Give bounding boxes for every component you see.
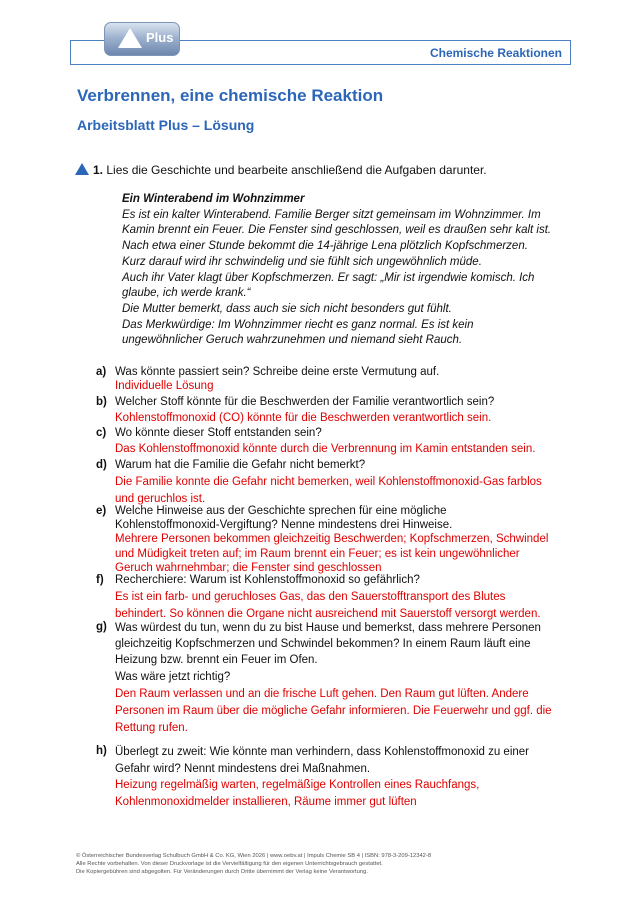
- triangle-logo-icon: [118, 28, 142, 48]
- question-label: f): [96, 574, 104, 586]
- task-instruction: [93, 163, 487, 177]
- question-label: a): [96, 366, 107, 378]
- question-text: gleichzeitig Kopfschmerzen und Schwindel bekommen? In einem Raum läuft eine: [115, 638, 531, 651]
- answer-text: behindert. So können die Organe nicht ausreichend mit Sauerstoff versorgt werden.: [115, 608, 541, 621]
- question-text: Gefahr wird? Nennt mindestens drei Maßnahmen.: [115, 762, 371, 775]
- plus-logo: [104, 22, 180, 56]
- story-title: Ein Winterabend im Wohnzimmer: [122, 193, 305, 205]
- answer-text: Es ist ein farb- und geruchloses Gas, das den Sauerstofftransport des Blutes: [115, 591, 506, 604]
- story-line: Kamin brennt ein Feuer. Die Fenster sind geschlossen, weil es draußen sehr kalt ist.: [122, 224, 552, 237]
- question-label: c): [96, 427, 107, 439]
- question-text: Heizung bzw. brennt ein Feuer im Ofen.: [115, 654, 318, 667]
- answer-text: Personen im Raum über die mögliche Gefahr informieren. Die Feuerwehr und ggf. die: [115, 704, 552, 717]
- answer-text: Den Raum verlassen und an die frische Luft gehen. Den Raum gut lüften. Andere: [115, 687, 529, 700]
- question-text: Was wäre jetzt richtig?: [115, 670, 231, 683]
- question-text: Überlegt zu zweit: Wie könnte man verhindern, dass Kohlenstoffmonoxid zu einer: [115, 746, 530, 758]
- triangle-task-icon: [75, 163, 89, 175]
- question-label: d): [96, 459, 107, 471]
- header-title: Chemische Reaktionen: [429, 46, 562, 60]
- footer-line: © Österreichischer Bundesverlag Schulbuch GmbH & Co. KG, Wien 2026 | www.oebv.at | Impuls Chemie SB 4 | ISBN: 978-3-209-12342-8: [76, 853, 432, 859]
- story-line: Das Merkwürdige: Im Wohnzimmer riecht es ganz normal. Es ist kein: [122, 318, 474, 331]
- question-label: g): [96, 621, 107, 633]
- question-text: Was könnte passiert sein? Schreibe deine erste Vermutung auf.: [115, 366, 440, 378]
- answer-text: Kohlenmonoxidmelder installieren, Räume immer gut lüften: [115, 795, 417, 808]
- question-text: Wo könnte dieser Stoff entstanden sein?: [115, 427, 322, 439]
- question-label: b): [96, 396, 107, 408]
- answer-text: und Müdigkeit treten auf; im Raum brennt ein Feuer; es ist kein ungewöhnlicher: [115, 547, 520, 560]
- answer-text: Individuelle Lösung: [115, 380, 214, 393]
- question-text: Kohlenstoffmonoxid-Vergiftung? Nenne mindestens drei Hinweise.: [115, 519, 453, 532]
- story-line: Die Mutter bemerkt, dass auch sie sich nicht besonders gut fühlt.: [122, 302, 452, 315]
- logo-text: Plus: [146, 30, 174, 45]
- question-text: Was würdest du tun, wenn du zu bist Hause und bemerkst, dass mehrere Personen: [115, 622, 541, 634]
- story-line: Nach etwa einer Stunde bekommt die 14-jährige Lena plötzlich Kopfschmerzen.: [122, 240, 528, 253]
- question-text: Warum hat die Familie die Gefahr nicht bemerkt?: [115, 459, 366, 471]
- answer-text: Kohlenstoffmonoxid (CO) könnte für die Beschwerden verantwortlich sein.: [115, 412, 492, 425]
- answer-text: Rettung rufen.: [115, 721, 188, 734]
- story-line: Auch ihr Vater klagt über Kopfschmerzen. Er sagt: „Mir ist irgendwie komisch. Ich: [122, 271, 535, 284]
- story-block: [122, 192, 577, 349]
- page-title: Verbrennen, eine chemische Reaktion: [77, 86, 384, 105]
- answer-text: und geruchlos ist.: [115, 493, 206, 506]
- story-line: Es ist ein kalter Winterabend. Familie Berger sitzt gemeinsam im Wohnzimmer. Im: [122, 208, 541, 221]
- page-subtitle: Arbeitsblatt Plus – Lösung: [77, 117, 255, 133]
- question-text: Welcher Stoff könnte für die Beschwerden der Familie verantwortlich sein?: [115, 396, 495, 408]
- answer-text: Geruch wahrnehmbar; die Fenster sind geschlossen: [115, 561, 382, 574]
- answer-text: Heizung regelmäßig warten, regelmäßige Kontrollen eines Rauchfangs,: [115, 779, 480, 791]
- task-number: 1.: [93, 163, 104, 177]
- task-text: Lies die Geschichte und bearbeite anschließend die Aufgaben darunter.: [106, 163, 487, 177]
- story-line: glaube, ich werde krank.“: [122, 287, 251, 300]
- footer-line: Alle Rechte vorbehalten. Von dieser Druckvorlage ist die Vervielfältigung für den eigenen Unterrichtsgebrauch gestattet.: [76, 861, 383, 867]
- answer-text: Mehrere Personen bekommen gleichzeitig Beschwerden; Kopfschmerzen, Schwindel: [115, 533, 549, 546]
- question-label: h): [96, 745, 107, 757]
- question-text: Welche Hinweise aus der Geschichte sprechen für eine mögliche: [115, 505, 447, 517]
- story-line: Kurz darauf wird ihr schwindelig und sie fühlt sich ungewöhnlich müde.: [122, 255, 482, 268]
- answer-text: Die Familie konnte die Gefahr nicht bemerken, weil Kohlenstoffmonoxid-Gas farblos: [115, 476, 542, 489]
- answer-text: Das Kohlenstoffmonoxid könnte durch die Verbrennung im Kamin entstanden sein.: [115, 443, 536, 456]
- footer-line: Die Kopiergebühren sind abgegolten. Für Veränderungen durch Dritte übernimmt der Verlag keine Verantwortung.: [76, 869, 368, 875]
- footer: [76, 852, 431, 876]
- question-label: e): [96, 505, 107, 517]
- story-line: ungewöhnlicher Geruch wahrzunehmen und niemand sieht Rauch.: [122, 334, 463, 347]
- question-text: Recherchiere: Warum ist Kohlenstoffmonoxid so gefährlich?: [115, 574, 420, 586]
